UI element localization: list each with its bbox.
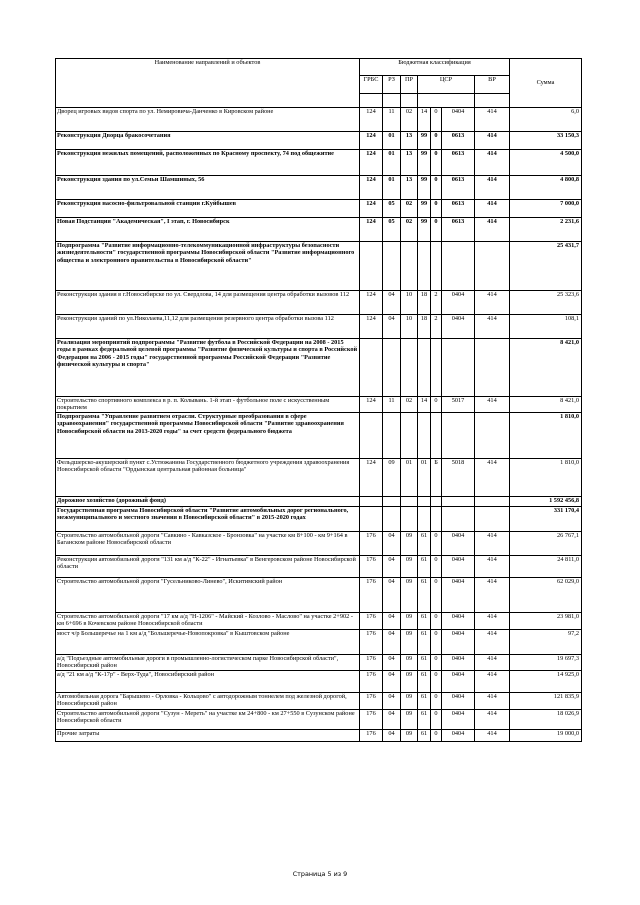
row-pr bbox=[401, 413, 418, 459]
row-csr-subprogram: 0 bbox=[431, 630, 442, 655]
row-vr: 414 bbox=[475, 556, 510, 578]
row-rz bbox=[383, 497, 401, 507]
row-pr: 09 bbox=[401, 655, 418, 671]
row-sum: 1 810,0 bbox=[510, 459, 582, 497]
row-pr: 02 bbox=[401, 218, 418, 242]
table-row bbox=[56, 397, 582, 413]
row-csr-subprogram: 2 bbox=[431, 291, 442, 315]
row-csr-subprogram bbox=[431, 242, 442, 291]
row-csr-program: 01 bbox=[418, 459, 431, 497]
row-csr-direction: 0404 bbox=[442, 630, 475, 655]
row-csr-subprogram: 0 bbox=[431, 710, 442, 730]
row-csr-subprogram: Б bbox=[431, 459, 442, 497]
row-csr-direction: 0404 bbox=[442, 730, 475, 742]
row-vr: 414 bbox=[475, 315, 510, 339]
row-grbs bbox=[360, 497, 383, 507]
row-sum: 19 697,3 bbox=[510, 655, 582, 671]
row-grbs: 124 bbox=[360, 459, 383, 497]
table-row bbox=[56, 532, 582, 556]
row-csr-program bbox=[418, 339, 431, 397]
row-grbs: 176 bbox=[360, 693, 383, 710]
row-name: Строительство автомобильной дороги "Савкино - Кавказское - Бронзовка" на участке км 8+100 - км 9+164 в Баганском районе Новосибирской области bbox=[56, 532, 360, 556]
row-rz bbox=[383, 507, 401, 532]
row-csr-program: 99 bbox=[418, 218, 431, 242]
table-row bbox=[56, 132, 582, 150]
table-row bbox=[56, 630, 582, 655]
table-row bbox=[56, 613, 582, 630]
row-grbs: 176 bbox=[360, 671, 383, 693]
table-row bbox=[56, 655, 582, 671]
row-sum: 2 231,6 bbox=[510, 218, 582, 242]
row-csr-subprogram: 2 bbox=[431, 315, 442, 339]
row-name: Прочие затраты bbox=[56, 730, 360, 742]
header-sum: Сумма bbox=[510, 59, 582, 108]
row-rz: 09 bbox=[383, 459, 401, 497]
row-grbs: 176 bbox=[360, 532, 383, 556]
table-row bbox=[56, 413, 582, 459]
row-name: Реконструкция нежилых помещений, расположенных по Красному проспекту, 74 под общежитие bbox=[56, 150, 360, 176]
row-vr: 414 bbox=[475, 730, 510, 742]
row-csr-program bbox=[418, 497, 431, 507]
row-pr: 13 bbox=[401, 150, 418, 176]
row-csr-direction: 0404 bbox=[442, 655, 475, 671]
table-row bbox=[56, 556, 582, 578]
row-csr-direction: 0404 bbox=[442, 578, 475, 613]
row-csr-direction: 0404 bbox=[442, 671, 475, 693]
row-sum: 23 981,0 bbox=[510, 613, 582, 630]
row-sum: 24 811,0 bbox=[510, 556, 582, 578]
row-sum: 25 431,7 bbox=[510, 242, 582, 291]
row-csr-program: 61 bbox=[418, 630, 431, 655]
row-csr-direction bbox=[442, 242, 475, 291]
row-csr-direction: 0404 bbox=[442, 710, 475, 730]
row-pr: 02 bbox=[401, 200, 418, 218]
table-row bbox=[56, 578, 582, 613]
row-name: Реконструкция здания по ул.Семьи Шамшиных, 56 bbox=[56, 176, 360, 200]
row-sum: 62 029,0 bbox=[510, 578, 582, 613]
row-vr: 414 bbox=[475, 132, 510, 150]
row-csr-subprogram bbox=[431, 413, 442, 459]
row-vr: 414 bbox=[475, 693, 510, 710]
row-name: Реконструкция насосно-фильтровальной станции г.Куйбышев bbox=[56, 200, 360, 218]
row-vr: 414 bbox=[475, 291, 510, 315]
table-row bbox=[56, 693, 582, 710]
row-pr: 09 bbox=[401, 730, 418, 742]
row-grbs: 176 bbox=[360, 710, 383, 730]
table-row bbox=[56, 200, 582, 218]
row-name: Строительство спортивного комплекса в р. п. Колывань. 1-й этап - футбольное поле с искусственным покрытием bbox=[56, 397, 360, 413]
row-sum: 108,1 bbox=[510, 315, 582, 339]
row-rz bbox=[383, 413, 401, 459]
row-csr-direction: 0613 bbox=[442, 200, 475, 218]
row-rz: 11 bbox=[383, 397, 401, 413]
row-rz: 04 bbox=[383, 578, 401, 613]
row-name: Дорожное хозяйство (дорожный фонд) bbox=[56, 497, 360, 507]
row-csr-subprogram bbox=[431, 497, 442, 507]
row-pr bbox=[401, 339, 418, 397]
row-csr-direction bbox=[442, 507, 475, 532]
row-csr-direction: 0613 bbox=[442, 150, 475, 176]
row-sum: 7 000,0 bbox=[510, 200, 582, 218]
header-vr: ВР bbox=[475, 76, 510, 94]
table-row bbox=[56, 242, 582, 291]
row-csr-subprogram: 0 bbox=[431, 150, 442, 176]
row-pr: 09 bbox=[401, 532, 418, 556]
row-sum: 6,0 bbox=[510, 108, 582, 132]
table-row bbox=[56, 671, 582, 693]
row-csr-subprogram: 0 bbox=[431, 132, 442, 150]
table-row bbox=[56, 339, 582, 397]
row-csr-subprogram bbox=[431, 507, 442, 532]
row-vr bbox=[475, 413, 510, 459]
row-csr-subprogram: 0 bbox=[431, 176, 442, 200]
row-csr-direction: 0404 bbox=[442, 315, 475, 339]
row-rz bbox=[383, 242, 401, 291]
row-name: Строительство автомобильной дороги "Гусельниково-Линево", Искитимский район bbox=[56, 578, 360, 613]
row-vr bbox=[475, 339, 510, 397]
row-name: Реконструкция автомобильной дороги "131 км а/д "К-22" - Игнатьевка" в Венгеровском районе Новосибирской области bbox=[56, 556, 360, 578]
row-csr-direction: 0404 bbox=[442, 556, 475, 578]
row-csr-subprogram: 0 bbox=[431, 730, 442, 742]
row-csr-program: 99 bbox=[418, 176, 431, 200]
row-name: а/д "Подъездные автомобильные дороги в промышленно-логистическом парке Новосибирской области", Новосибирский район bbox=[56, 655, 360, 671]
row-vr: 414 bbox=[475, 710, 510, 730]
row-grbs: 124 bbox=[360, 132, 383, 150]
row-name: Фельдшерско-акушерский пункт с.Устюжанина Государственного бюджетного учреждения здравоохранения Новосибирской области "Ордынская центральная районная больница" bbox=[56, 459, 360, 497]
row-vr: 414 bbox=[475, 200, 510, 218]
row-csr-subprogram: 0 bbox=[431, 108, 442, 132]
row-csr-program: 99 bbox=[418, 200, 431, 218]
row-sum: 1 592 456,8 bbox=[510, 497, 582, 507]
header-rz: РЗ bbox=[383, 76, 401, 94]
row-grbs: 124 bbox=[360, 108, 383, 132]
row-csr-program: 61 bbox=[418, 556, 431, 578]
row-csr-subprogram: 0 bbox=[431, 218, 442, 242]
row-vr: 414 bbox=[475, 532, 510, 556]
row-vr: 414 bbox=[475, 218, 510, 242]
row-name: Автомобильная дорога "Барышево - Орловка - Кольцово" с автодорожным тоннелем под железной дорогой, Новосибирский район bbox=[56, 693, 360, 710]
row-grbs: 176 bbox=[360, 578, 383, 613]
row-vr: 414 bbox=[475, 176, 510, 200]
row-grbs: 176 bbox=[360, 655, 383, 671]
row-pr bbox=[401, 497, 418, 507]
row-sum: 19 000,0 bbox=[510, 730, 582, 742]
row-name: Строительство автомобильной дороги "17 км а/д "Н-1206" - Майский - Козлово - Маслово" на участке 2+902 - км 6+696 в Кочевском районе Новосибирской области bbox=[56, 613, 360, 630]
row-pr: 09 bbox=[401, 671, 418, 693]
table-row bbox=[56, 150, 582, 176]
row-csr-subprogram bbox=[431, 339, 442, 397]
row-rz: 04 bbox=[383, 730, 401, 742]
row-csr-subprogram: 0 bbox=[431, 671, 442, 693]
row-grbs bbox=[360, 339, 383, 397]
row-vr: 414 bbox=[475, 397, 510, 413]
table-row bbox=[56, 291, 582, 315]
row-csr-program: 99 bbox=[418, 150, 431, 176]
row-csr-direction: 0404 bbox=[442, 291, 475, 315]
row-name: Дворец игровых видов спорта по ул. Немировича-Данченко в Кировском районе bbox=[56, 108, 360, 132]
row-csr-direction: 0404 bbox=[442, 108, 475, 132]
row-name: Подпрограмма "Управление развитием отрасли. Структурные преобразования в сфере здравоохранения" государственной программы Новосибирской области "Развитие здравоохранения Новосибирской области на 2013-2020 годы" за счет средств федерального бюджета bbox=[56, 413, 360, 459]
row-name: Реализация мероприятий подпрограммы "Развитие футбола в Российской Федерации на 2008 - 2015 годы в рамках федеральной целевой программы "Развитие физической культуры и спорта в Российской Федерации на 2006 - 2015 годы" государственной программы Российской Федерации "Развитие физической культуры и спорта" bbox=[56, 339, 360, 397]
row-rz: 04 bbox=[383, 613, 401, 630]
row-csr-program: 61 bbox=[418, 655, 431, 671]
row-rz: 04 bbox=[383, 630, 401, 655]
row-rz: 04 bbox=[383, 291, 401, 315]
row-vr bbox=[475, 507, 510, 532]
row-csr-direction: 0404 bbox=[442, 613, 475, 630]
row-rz: 04 bbox=[383, 710, 401, 730]
row-sum: 8 421,0 bbox=[510, 397, 582, 413]
row-sum: 331 170,4 bbox=[510, 507, 582, 532]
row-grbs: 124 bbox=[360, 150, 383, 176]
row-csr-program: 61 bbox=[418, 578, 431, 613]
row-csr-direction bbox=[442, 497, 475, 507]
table-row bbox=[56, 459, 582, 497]
row-csr-program: 18 bbox=[418, 315, 431, 339]
row-grbs: 124 bbox=[360, 176, 383, 200]
row-grbs: 124 bbox=[360, 218, 383, 242]
row-rz: 04 bbox=[383, 671, 401, 693]
row-pr bbox=[401, 242, 418, 291]
row-csr-direction: 0613 bbox=[442, 132, 475, 150]
header-budget-class: Бюджетная классификация bbox=[360, 59, 510, 76]
row-vr: 414 bbox=[475, 630, 510, 655]
row-rz: 04 bbox=[383, 315, 401, 339]
row-csr-program: 14 bbox=[418, 108, 431, 132]
row-pr: 13 bbox=[401, 176, 418, 200]
row-csr-program: 61 bbox=[418, 710, 431, 730]
row-csr-program: 99 bbox=[418, 132, 431, 150]
table-row bbox=[56, 730, 582, 742]
row-pr: 02 bbox=[401, 108, 418, 132]
row-sum: 4 800,8 bbox=[510, 176, 582, 200]
row-pr: 10 bbox=[401, 291, 418, 315]
row-csr-direction: 5018 bbox=[442, 459, 475, 497]
row-csr-program bbox=[418, 242, 431, 291]
row-csr-program bbox=[418, 413, 431, 459]
row-vr bbox=[475, 497, 510, 507]
row-sum: 97,2 bbox=[510, 630, 582, 655]
row-pr: 09 bbox=[401, 710, 418, 730]
header-csr: ЦСР bbox=[418, 76, 475, 94]
row-csr-subprogram: 0 bbox=[431, 613, 442, 630]
row-rz: 04 bbox=[383, 556, 401, 578]
row-csr-program: 61 bbox=[418, 613, 431, 630]
row-name: Реконструкция зданий по ул.Николаева,11,12 для размещения резервного центра обработки вызова 112 bbox=[56, 315, 360, 339]
row-pr: 13 bbox=[401, 132, 418, 150]
table-row bbox=[56, 218, 582, 242]
header-name-cell: Наименование направлений и объектов bbox=[56, 59, 360, 108]
row-name: Государственная программа Новосибирской области "Развитие автомобильных дорог регионального, межмуниципального и местного значения в Новосибирской области" в 2015-2020 годах bbox=[56, 507, 360, 532]
row-grbs: 124 bbox=[360, 200, 383, 218]
row-vr: 414 bbox=[475, 671, 510, 693]
row-pr: 02 bbox=[401, 397, 418, 413]
row-pr: 09 bbox=[401, 613, 418, 630]
row-csr-program: 61 bbox=[418, 693, 431, 710]
row-sum: 33 150,3 bbox=[510, 132, 582, 150]
row-rz: 04 bbox=[383, 655, 401, 671]
header-grbs: ГРБС bbox=[360, 76, 383, 94]
row-pr bbox=[401, 507, 418, 532]
row-csr-direction bbox=[442, 413, 475, 459]
table-row bbox=[56, 108, 582, 132]
table-row bbox=[56, 176, 582, 200]
row-csr-subprogram: 0 bbox=[431, 200, 442, 218]
row-sum: 121 835,9 bbox=[510, 693, 582, 710]
row-csr-program: 18 bbox=[418, 291, 431, 315]
row-grbs: 176 bbox=[360, 556, 383, 578]
row-name: Новая Подстанция "Академическая", I этап, г. Новосибирск bbox=[56, 218, 360, 242]
row-csr-direction: 0613 bbox=[442, 218, 475, 242]
row-csr-subprogram: 0 bbox=[431, 655, 442, 671]
row-csr-subprogram: 0 bbox=[431, 397, 442, 413]
table-row bbox=[56, 507, 582, 532]
row-rz: 01 bbox=[383, 132, 401, 150]
table-row bbox=[56, 315, 582, 339]
row-csr-program: 61 bbox=[418, 532, 431, 556]
row-csr-program: 61 bbox=[418, 730, 431, 742]
table-row bbox=[56, 710, 582, 730]
row-rz: 04 bbox=[383, 693, 401, 710]
row-csr-direction: 0404 bbox=[442, 532, 475, 556]
row-pr: 09 bbox=[401, 556, 418, 578]
row-vr: 414 bbox=[475, 655, 510, 671]
row-rz bbox=[383, 339, 401, 397]
row-sum: 8 421,0 bbox=[510, 339, 582, 397]
row-grbs: 124 bbox=[360, 315, 383, 339]
row-csr-program bbox=[418, 507, 431, 532]
row-name: Подпрограмма "Развитие информационно-телекоммуникационной инфраструктуры безопасности жизнедеятельности" государственной программы Новосибирской области "Развитие информационного общества и электронного правительства в Новосибирской области" bbox=[56, 242, 360, 291]
row-grbs bbox=[360, 413, 383, 459]
row-pr: 09 bbox=[401, 630, 418, 655]
row-grbs: 176 bbox=[360, 630, 383, 655]
row-vr: 414 bbox=[475, 613, 510, 630]
row-sum: 1 810,0 bbox=[510, 413, 582, 459]
row-grbs: 124 bbox=[360, 291, 383, 315]
row-grbs: 176 bbox=[360, 730, 383, 742]
row-rz: 05 bbox=[383, 218, 401, 242]
row-pr: 10 bbox=[401, 315, 418, 339]
row-name: а/д "21 км а/д "К-17р" - Верх-Туда", Новосибирский район bbox=[56, 671, 360, 693]
row-csr-direction: 0613 bbox=[442, 176, 475, 200]
row-pr: 01 bbox=[401, 459, 418, 497]
row-csr-direction: 0404 bbox=[442, 693, 475, 710]
row-sum: 14 925,0 bbox=[510, 671, 582, 693]
row-csr-program: 61 bbox=[418, 671, 431, 693]
row-pr: 09 bbox=[401, 578, 418, 613]
row-rz: 05 bbox=[383, 200, 401, 218]
header-pr: ПР bbox=[401, 76, 418, 94]
row-csr-direction bbox=[442, 339, 475, 397]
row-csr-subprogram: 0 bbox=[431, 532, 442, 556]
row-pr: 09 bbox=[401, 693, 418, 710]
row-csr-subprogram: 0 bbox=[431, 578, 442, 613]
row-vr: 414 bbox=[475, 578, 510, 613]
row-csr-subprogram: 0 bbox=[431, 693, 442, 710]
row-vr bbox=[475, 242, 510, 291]
budget-table bbox=[55, 58, 582, 742]
row-sum: 4 500,0 bbox=[510, 150, 582, 176]
row-vr: 414 bbox=[475, 459, 510, 497]
row-csr-direction: 5017 bbox=[442, 397, 475, 413]
row-sum: 25 323,6 bbox=[510, 291, 582, 315]
row-grbs: 176 bbox=[360, 613, 383, 630]
row-csr-program: 14 bbox=[418, 397, 431, 413]
row-name: Реконструкция здания в г.Новосибирске по ул. Свердлова, 14 для размещения центра обработки вызовов 112 bbox=[56, 291, 360, 315]
row-vr: 414 bbox=[475, 150, 510, 176]
row-sum: 18 026,9 bbox=[510, 710, 582, 730]
row-csr-subprogram: 0 bbox=[431, 556, 442, 578]
row-rz: 11 bbox=[383, 108, 401, 132]
row-grbs bbox=[360, 242, 383, 291]
row-name: мост ч/р Большеречье на 1 км а/д "Большеречье-Новопокровка" в Кыштовском районе bbox=[56, 630, 360, 655]
row-vr: 414 bbox=[475, 108, 510, 132]
row-name: Строительство автомобильной дороги "Сузун - Мереть" на участке км 24+800 - км 27+550 в Сузунском районе Новосибирской области bbox=[56, 710, 360, 730]
page-number: Страница 5 из 9 bbox=[292, 870, 348, 878]
row-rz: 01 bbox=[383, 150, 401, 176]
row-name: Реконструкция Дворца бракосочетания bbox=[56, 132, 360, 150]
table-row bbox=[56, 497, 582, 507]
row-rz: 04 bbox=[383, 532, 401, 556]
row-grbs: 124 bbox=[360, 397, 383, 413]
row-sum: 26 767,1 bbox=[510, 532, 582, 556]
row-rz: 01 bbox=[383, 176, 401, 200]
row-grbs bbox=[360, 507, 383, 532]
